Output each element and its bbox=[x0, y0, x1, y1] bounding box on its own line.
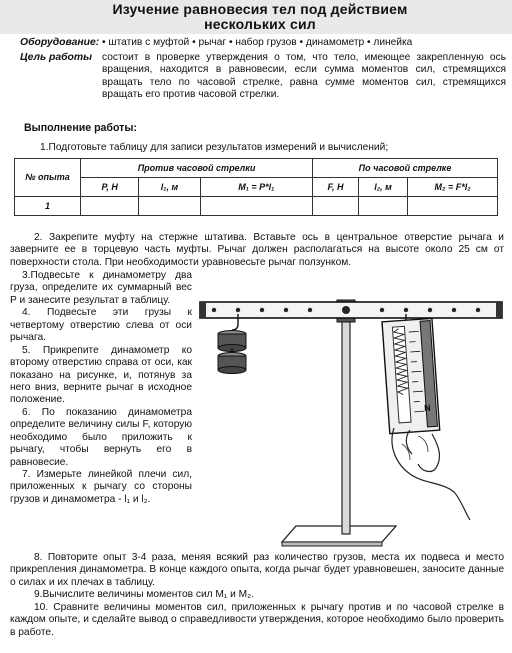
lever-end-right bbox=[496, 302, 502, 318]
step-3: 3.Подвесьте к динамометру два груза, определите их суммарный вес P и занесите результат в таблицу. bbox=[10, 270, 192, 306]
goal-label: Цель работы bbox=[20, 52, 93, 63]
table-header-row bbox=[15, 159, 498, 178]
page-title bbox=[60, 2, 460, 32]
equipment-text: • штатив с муфтой • рычаг • набор грузов • динамометр • линейка bbox=[102, 37, 413, 48]
table-cell bbox=[408, 197, 498, 216]
lever-bar bbox=[200, 302, 502, 318]
stand-base-edge bbox=[282, 542, 382, 546]
goal-text: состоит в проверке утверждения о том, что тело, имеющее закрепленную ось вращения, находится в равновесии, если сумма моментов сил, стремящихся вращать тело по часовой стрелке, равна сумме моментов сил, стремящихся вращать его против часовой стрелки. bbox=[102, 52, 506, 101]
table-cell bbox=[358, 197, 407, 216]
step-1: 1.Подготовьте таблицу для записи результатов измерений и вычислений; bbox=[40, 142, 389, 153]
equipment-label: Оборудование: bbox=[20, 37, 100, 48]
stand-base bbox=[282, 526, 396, 542]
table-row bbox=[15, 197, 498, 216]
group-cw-header: По часовой стрелке bbox=[313, 159, 498, 178]
step-5: 5. Прикрепите динамометр ко второму отверстию справа от оси, как показано на рисунке, и, потянув за него вниз, верните рычаг в исходное положение. bbox=[10, 344, 192, 406]
table-cell bbox=[200, 197, 313, 216]
col-l1: l₁, м bbox=[139, 178, 200, 197]
dynamometer-letter: N bbox=[423, 402, 431, 414]
col-P: P, H bbox=[81, 178, 139, 197]
hand bbox=[392, 428, 470, 520]
table-cell bbox=[139, 197, 200, 216]
col-M2: M₂ = F*l₂ bbox=[408, 178, 498, 197]
title-line-2: нескольких сил bbox=[204, 16, 316, 32]
table-cell bbox=[81, 197, 139, 216]
step-7: 7. Измерьте линейкой плечи сил, приложенных к рычагу со стороны грузов и динамометра - l₁ и l₂. bbox=[10, 469, 192, 505]
lever-end-left bbox=[200, 302, 206, 318]
procedure-heading: Выполнение работы: bbox=[24, 122, 137, 134]
group-ccw-header: Против часовой стрелки bbox=[81, 159, 313, 178]
col-F: F, H bbox=[313, 178, 359, 197]
step-10: 10. Сравните величины моментов сил, приложенных к рычагу против и по часовой стрелке в каждом опыте, и сделайте вывод о справедливости утверждения, которое необходимо было проверить в работе. bbox=[10, 601, 504, 638]
table-cell bbox=[313, 197, 359, 216]
step-4: 4. Подвесьте эти грузы к четвертому отверстию слева от оси рычага. bbox=[10, 307, 192, 344]
step-6: 6. По показанию динамометра определите величину силы F, которую необходимо было приложить к рычагу, чтобы вернуть его в равновесие. bbox=[10, 406, 192, 468]
step-9: 9.Вычислите величины моментов сил M₁ и M₂. bbox=[34, 589, 254, 601]
table-subheader-row bbox=[15, 178, 498, 197]
step-8: 8. Повторите опыт 3-4 раза, меняя всякий раз количество грузов, места их подвеса и место прикрепления динамометра. В конце каждого опыта, когда рычаг будет уравновешен, заносите данные о силах и их плечах в таблицу. bbox=[10, 552, 504, 588]
goal-row bbox=[20, 52, 506, 102]
results-table bbox=[14, 158, 498, 216]
step-2: 2. Закрепите муфту на стержне штатива. Вставьте ось в центральное отверстие рычага и заверните ее в торцевую часть муфты. Рычаг должен располагаться на высоте около 25 см от поверхности стола. При необходимости уравновесьте рычаг ползунком. bbox=[10, 232, 504, 268]
col-M1: M₁ = P*l₁ bbox=[200, 178, 313, 197]
col-l2: l₂, м bbox=[358, 178, 407, 197]
weights bbox=[218, 331, 246, 374]
title-line-1: Изучение равновесия тел под действием bbox=[112, 1, 408, 17]
equipment-row bbox=[20, 37, 506, 50]
col-number-header: № опыта bbox=[15, 159, 81, 197]
bottom-steps bbox=[10, 552, 504, 639]
left-steps bbox=[10, 270, 192, 506]
dynamometer bbox=[382, 318, 440, 433]
stand-rod bbox=[342, 302, 350, 534]
lever-illustration bbox=[196, 288, 506, 550]
row-number: 1 bbox=[15, 197, 81, 216]
